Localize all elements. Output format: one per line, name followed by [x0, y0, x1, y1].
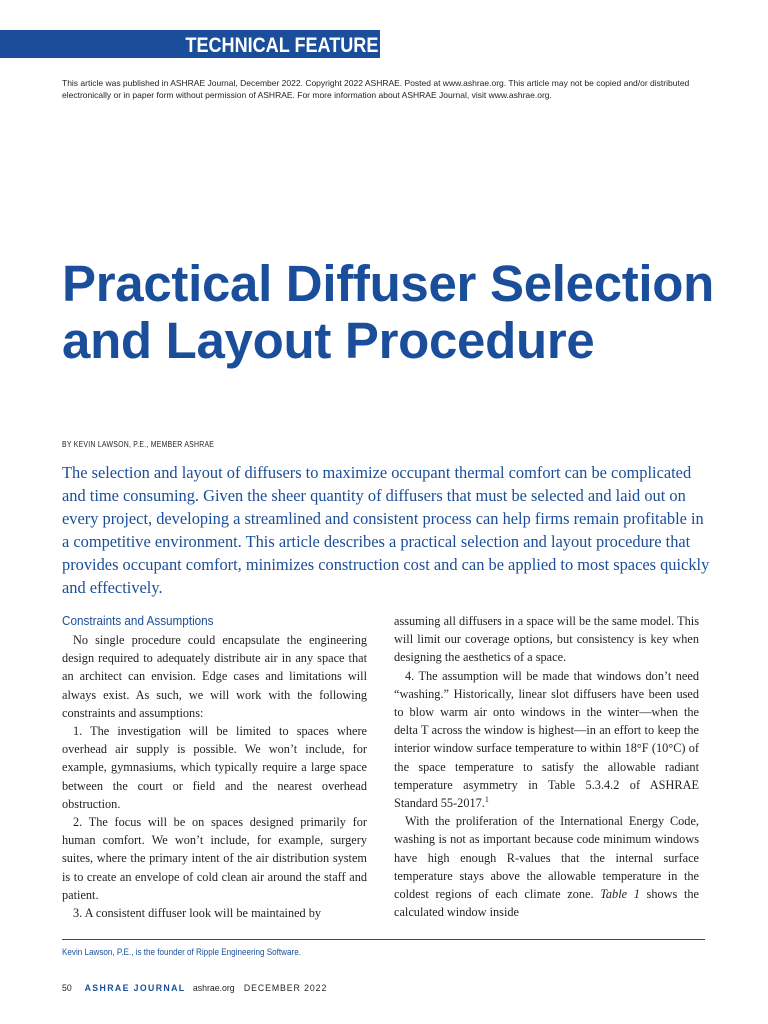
journal-site: ashrae.org [192, 983, 235, 994]
section-label: TECHNICAL FEATURE [185, 34, 378, 57]
section-banner [0, 30, 380, 58]
journal-suffix: JOURNAL [133, 983, 186, 994]
body-paragraph [394, 812, 699, 921]
body-column-right [394, 612, 699, 921]
section-heading: Constraints and Assumptions [62, 613, 214, 628]
table-reference: Table 1 [600, 887, 640, 902]
body-paragraph: 3. A consistent diffuser look will be maintained by [73, 906, 322, 921]
paragraph-text: shows the calculated window inside [394, 887, 699, 920]
paragraph-text: With the proliferation of the International Energy Code, washing is not as important because code minimum windows have high enough R-values that the internal surface temperature stays above the allowable temperature in the coldest regions of each climate zone. [394, 814, 699, 902]
byline: BY KEVIN LAWSON, P.E., MEMBER ASHRAE [62, 440, 215, 449]
author-bio: Kevin Lawson, P.E., is the founder of Ripple Engineering Software. [62, 947, 301, 957]
body-paragraph: assuming all diffusers in a space will be the same model. This will limit our coverage options, but consistency is key when designing the aesthetics of a space. [394, 614, 699, 665]
footnote-divider [62, 939, 705, 940]
issue-date: DECEMBER 2022 [243, 983, 328, 994]
article-title: Practical Diffuser Selection and Layout Procedure [62, 255, 715, 369]
page-footer [62, 983, 327, 994]
page-number: 50 [62, 983, 72, 994]
journal-prefix: ASHRAE [84, 983, 130, 994]
body-paragraph [394, 667, 699, 813]
reference-marker: 1 [484, 794, 489, 804]
body-paragraph: 2. The focus will be on spaces designed primarily for human comfort. We won’t include, for example, surgery suites, where the primary intent of the air distribution system is to create an envelope of cold clean air around the staff and patient. [62, 815, 367, 902]
body-column-left [62, 612, 367, 922]
journal-name [85, 983, 186, 994]
body-paragraph: 1. The investigation will be limited to spaces where overhead air supply is possible. We won’t include, for example, gymnasiums, which typically require a large space between the court or field and the nearest overhead obstruction. [62, 724, 367, 811]
body-paragraph: No single procedure could encapsulate the engineering design required to adequately distribute air in any space that an architect can envision. Edge cases and limitations will always exist. As such, we will work with the following constraints and assumptions: [62, 633, 367, 720]
paragraph-text: 4. The assumption will be made that windows don’t need “washing.” Historically, linear slot diffusers have been used to blow warm air onto windows in the winter—when the delta T across the window is highest—in an effort to keep the interior window surface temperature to within 18°F (10°C) of the space temperature to satisfy the allowable radiant temperature asymmetry in Table 5.3.4.2 of ASHRAE Standard 55-2017. [394, 668, 699, 811]
copyright-notice: This article was published in ASHRAE Journal, December 2022. Copyright 2022 ASHRAE. Posted at www.ashrae.org. This article may not be copied and/or distributed electronically or in paper form without permission of ASHRAE. For more information about ASHRAE Journal, visit www.ashrae.org. [62, 78, 690, 100]
lede-paragraph: The selection and layout of diffusers to maximize occupant thermal comfort can be complicated and time consuming. Given the sheer quantity of diffusers that must be selected and laid out on every project, developing a streamlined and consistent process can help firms remain profitable in a competitive environment. This article describes a practical selection and layout procedure that provides occupant comfort, minimizes construction cost and can be applied to most spaces quickly and effectively. [62, 463, 710, 597]
